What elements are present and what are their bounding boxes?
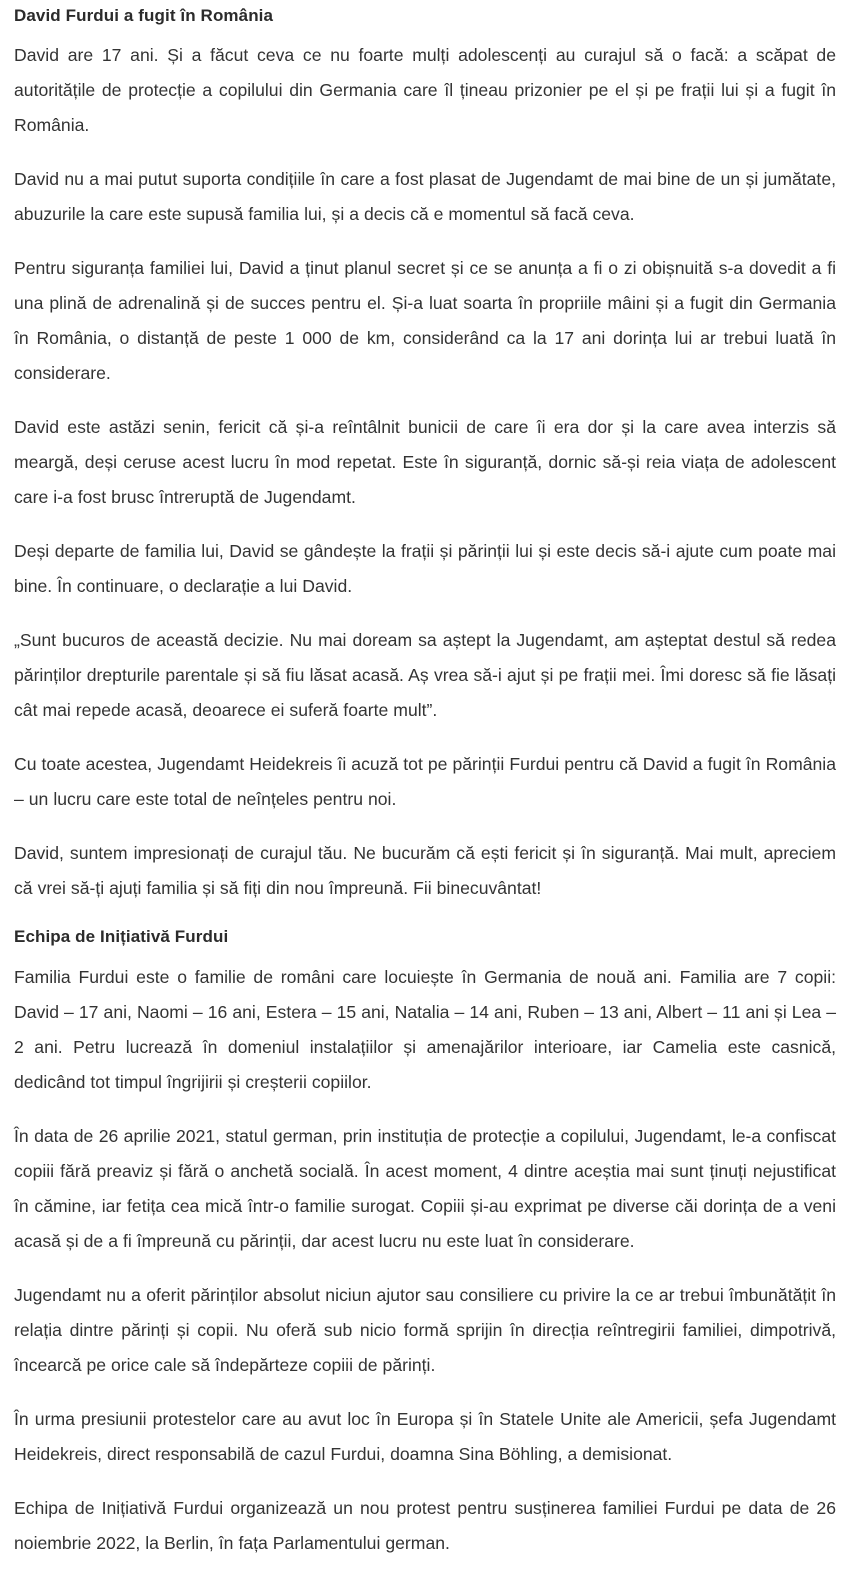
article-paragraph: În data de 26 aprilie 2021, statul german, prin instituția de protecție a copilului, Jugendamt, le-a confiscat copiii fără preaviz și fără o anchetă socială. În acest moment, 4 dintre aceștia mai sunt ținuți nejustificat în cămine, iar fetița cea mică într-o familie surogat. Copiii și-au exprimat pe diverse căi dorința de a veni acasă și de a fi împreună cu părinții, dar acest lucru nu este luat în considerare. [14,1126,836,1251]
article-paragraph: „Sunt bucuros de această decizie. Nu mai doream sa aștept la Jugendamt, am așteptat destul să redea părinților drepturile parentale și să fiu lăsat acasă. Aș vrea să-i ajut și pe frații mei. Îmi doresc să fie lăsați cât mai repede acasă, deoarece ei suferă foarte mult”. [14,630,836,720]
article-paragraph: David este astăzi senin, fericit că și-a reîntâlnit bunicii de care îi era dor și la care avea interzis să meargă, deși ceruse acest lucru în mod repetat. Este în siguranță, dornic să-și reia viața de adolescent care i-a fost brusc întreruptă de Jugendamt. [14,417,836,507]
article-paragraph: Echipa de Inițiativă Furdui organizează un nou protest pentru susținerea familiei Furdui pe data de 26 noiembrie 2022, la Berlin, în fața Parlamentului german. [14,1498,836,1553]
article-paragraph: Cu toate acestea, Jugendamt Heidekreis îi acuză tot pe părinții Furdui pentru că David a fugit în România – un lucru care este total de neînțeles pentru noi. [14,754,836,809]
article-paragraph: David nu a mai putut suporta condițiile în care a fost plasat de Jugendamt de mai bine de un și jumătate, abuzurile la care este supusă familia lui, și a decis că e momentul să facă ceva. [14,169,836,224]
article-paragraph: Familia Furdui este o familie de români care locuiește în Germania de nouă ani. Familia are 7 copii: David – 17 ani, Naomi – 16 ani, Estera – 15 ani, Natalia – 14 ani, Ruben – 13 ani, Albert – 11 ani și Lea – 2 ani. Petru lucrează în domeniul instalațiilor și amenajărilor interioare, iar Camelia este casnică, dedicând tot timpul îngrijirii și creșterii copiilor. [14,967,836,1092]
article-paragraph: Deși departe de familia lui, David se gândește la frații și părinții lui și este decis să-i ajute cum poate mai bine. În continuare, o declarație a lui David. [14,541,836,596]
section-heading: Echipa de Inițiativă Furdui [14,927,229,946]
article-paragraph: Jugendamt nu a oferit părinților absolut niciun ajutor sau consiliere cu privire la ce ar trebui îmbunătățit în relația dintre părinți și copii. Nu oferă sub nicio formă sprijin în direcția reîntregirii familiei, dimpotrivă, încearcă pe orice cale să îndepărteze copiii de părinți. [14,1285,836,1375]
article-paragraph: Pentru siguranța familiei lui, David a ținut planul secret și ce se anunța a fi o zi obișnuită s-a dovedit a fi una plină de adrenalină și de succes pentru el. Și-a luat soarta în propriile mâini și a fugit din Germania în România, o distanță de peste 1 000 de km, considerând ca la 17 ani dorința lui ar trebui luată în considerare. [14,258,836,383]
article-paragraph: David are 17 ani. Și a făcut ceva ce nu foarte mulți adolescenți au curajul să o facă: a scăpat de autoritățile de protecție a copilului din Germania care îl țineau prizonier pe el și pe frații lui și a fugit în România. [14,45,836,135]
page-title: David Furdui a fugit în România [14,6,274,25]
article-paragraph: În urma presiunii protestelor care au avut loc în Europa și în Statele Unite ale Americii, șefa Jugendamt Heidekreis, direct responsabilă de cazul Furdui, doamna Sina Böhling, a demisionat. [14,1409,836,1464]
article-paragraph: David, suntem impresionați de curajul tău. Ne bucurăm că ești fericit și în siguranță. Mai mult, apreciem că vrei să-ți ajuți familia și să fiți din nou împreună. Fii binecuvântat! [14,843,836,898]
